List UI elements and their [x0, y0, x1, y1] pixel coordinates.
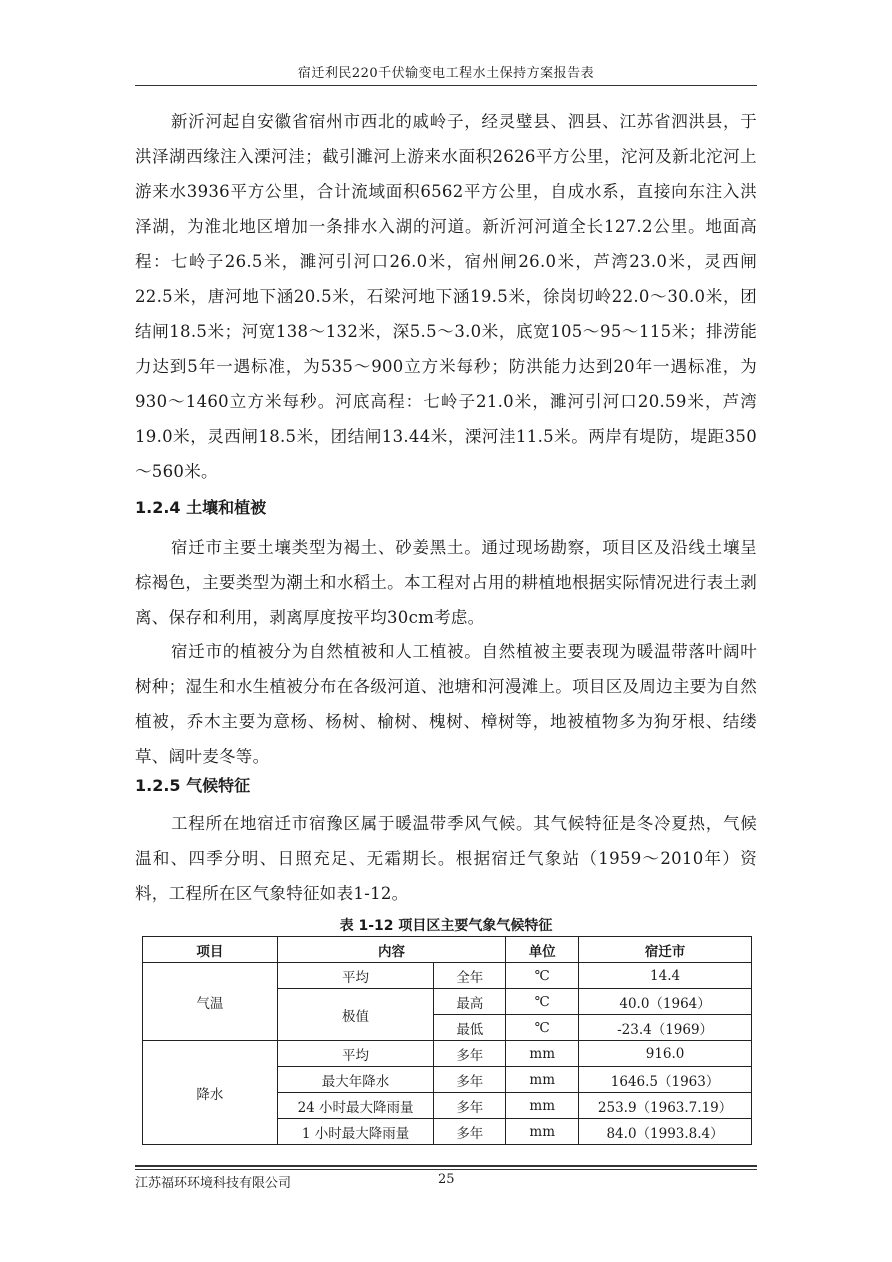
climate-paragraph: 工程所在地宿迁市宿豫区属于暖温带季风气候。其气候特征是冬冷夏热，气候温和、四季分明、日照充足、无霜期长。根据宿迁气象站（1959～2010年）资料，工程所在区气象特征如表1-12。 — [135, 814, 757, 903]
header-content: 内容 — [277, 937, 506, 963]
row-item: 24 小时最大降雨量 — [277, 1093, 434, 1119]
footer-rule — [135, 1165, 757, 1167]
row-sub: 最高 — [434, 989, 506, 1015]
header-unit: 单位 — [506, 937, 579, 963]
header-rule — [135, 85, 757, 86]
row-sub: 多年 — [434, 1067, 506, 1093]
row-sub: 多年 — [434, 1119, 506, 1145]
row-value: 14.4 — [579, 963, 752, 989]
row-value: 40.0（1964） — [579, 989, 752, 1015]
row-unit: ℃ — [506, 1015, 579, 1041]
row-unit: mm — [506, 1067, 579, 1093]
row-value: 1646.5（1963） — [579, 1067, 752, 1093]
section-heading-soil: 1.2.4 土壤和植被 — [135, 498, 267, 517]
row-sub: 多年 — [434, 1093, 506, 1119]
row-sub: 最低 — [434, 1015, 506, 1041]
group-precipitation: 降水 — [143, 1041, 278, 1145]
row-unit: mm — [506, 1119, 579, 1145]
footer-rule-thin — [135, 1169, 757, 1170]
table-row — [143, 1041, 752, 1067]
row-sub: 全年 — [434, 963, 506, 989]
page-number: 25 — [438, 1172, 455, 1187]
table-row — [143, 963, 752, 989]
footer-company: 江苏福环环境科技有限公司 — [135, 1176, 292, 1191]
row-value: 916.0 — [579, 1041, 752, 1067]
climate-table — [142, 936, 752, 1145]
row-unit: mm — [506, 1041, 579, 1067]
row-item-extreme: 极值 — [277, 989, 434, 1041]
row-item: 平均 — [277, 1041, 434, 1067]
table-title: 表 1-12 项目区主要气象气候特征 — [339, 918, 553, 934]
vegetation-paragraph: 宿迁市的植被分为自然植被和人工植被。自然植被主要表现为暖温带落叶阔叶树种；湿生和水生植被分布在各级河道、池塘和河漫滩上。项目区及周边主要为自然植被，乔木主要为意杨、杨树、榆树、槐树、樟树等，地被植物多为狗牙根、结缕草、阔叶麦冬等。 — [135, 642, 757, 766]
header-location: 宿迁市 — [579, 937, 752, 963]
row-unit: ℃ — [506, 989, 579, 1015]
row-item: 最大年降水 — [277, 1067, 434, 1093]
row-item: 平均 — [277, 963, 434, 989]
soil-paragraph: 宿迁市主要土壤类型为褐土、砂姜黑土。通过现场勘察，项目区及沿线土壤呈棕褐色，主要类型为潮土和水稻土。本工程对占用的耕植地根据实际情况进行表土剥离、保存和利用，剥离厚度按平均30cm考虑。 — [135, 538, 757, 627]
row-unit: ℃ — [506, 963, 579, 989]
row-item: 1 小时最大降雨量 — [277, 1119, 434, 1145]
running-header: 宿迁利民220千伏输变电工程水土保持方案报告表 — [297, 66, 595, 81]
table-header-row — [143, 937, 752, 963]
row-value: 253.9（1963.7.19） — [579, 1093, 752, 1119]
group-temperature: 气温 — [143, 963, 278, 1041]
header-item: 项目 — [143, 937, 278, 963]
row-value: 84.0（1993.8.4） — [579, 1119, 752, 1145]
row-sub: 多年 — [434, 1041, 506, 1067]
row-value: -23.4（1969） — [579, 1015, 752, 1041]
river-paragraph: 新沂河起自安徽省宿州市西北的戚岭子，经灵璧县、泗县、江苏省泗洪县，于洪泽湖西缘注入溧河洼；截引濉河上游来水面积2626平方公里，沱河及新北沱河上游来水3936平方公里，合计流域面积6562平方公里，自成水系，直接向东注入洪泽湖，为淮北地区增加一条排水入湖的河道。新沂河河道全长127.2公里。地面高程：七岭子26.5米，濉河引河口26.0米，宿州闸26.0米，芦湾23.0米，灵西闸22.5米，唐河地下涵20.5米，石梁河地下涵19.5米，徐岗切岭22.0～30.0米，团结闸18.5米；河宽138～132米，深5.5～3.0米，底宽105～95～115米；排涝能力达到5年一遇标准，为535～900立方米每秒；防洪能力达到20年一遇标准，为930～1460立方米每秒。河底高程：七岭子21.0米，濉河引河口20.59米，芦湾19.0米，灵西闸18.5米，团结闸13.44米，溧河洼11.5米。两岸有堤防，堤距350～560米。 — [135, 112, 757, 481]
row-unit: mm — [506, 1093, 579, 1119]
section-heading-climate: 1.2.5 气候特征 — [135, 776, 251, 795]
